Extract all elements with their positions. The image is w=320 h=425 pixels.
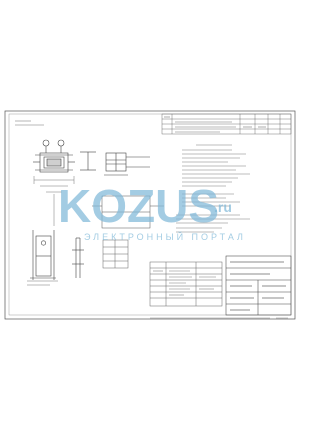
connector-front-view	[33, 140, 75, 172]
revision-block-text	[164, 117, 266, 132]
part-number-table-text	[153, 271, 216, 295]
watermark-brand: KOZUS	[58, 180, 219, 232]
section-label	[15, 121, 44, 125]
contact-detail-label	[27, 281, 58, 285]
contact-detail-view	[30, 230, 56, 280]
dimension-table	[103, 240, 128, 268]
watermark-tagline: ЭЛЕКТРОННЫЙ ПОРТАЛ	[84, 232, 246, 242]
kozus-watermark	[58, 180, 246, 242]
watermark-tld: .ru	[214, 199, 232, 215]
revision-block	[162, 114, 291, 134]
part-number-table	[150, 262, 222, 306]
connector-side-view	[80, 152, 150, 175]
title-block	[226, 256, 291, 315]
pin-side-view	[72, 238, 84, 278]
